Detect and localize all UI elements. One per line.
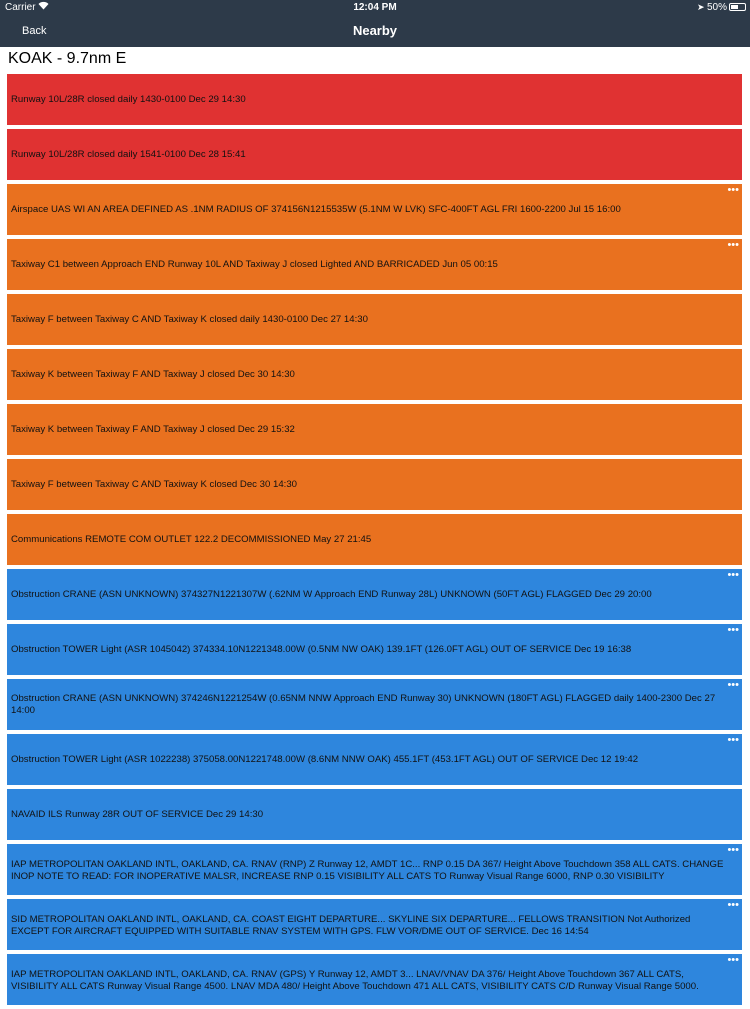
battery-percent: 50% [707, 2, 728, 13]
notam-text: NAVAID ILS Runway 28R OUT OF SERVICE Dec 29 14:30 [11, 808, 264, 820]
notam-list-item[interactable] [7, 789, 742, 840]
notam-text: Taxiway K between Taxiway F AND Taxiway J closed Dec 30 14:30 [11, 368, 295, 380]
notam-text: Airspace UAS WI AN AREA DEFINED AS .1NM RADIUS OF 374156N1215535W (5.1NM W LVK) SFC-400FT AGL FRI 1600-2200 Jul 15 16:00 [11, 203, 621, 215]
notam-list-item[interactable] [7, 349, 742, 400]
notam-list-item[interactable] [7, 624, 742, 675]
battery-icon [729, 3, 746, 11]
notam-text: Runway 10L/28R closed daily 1430-0100 Dec 29 14:30 [11, 93, 246, 105]
more-options-icon[interactable]: ••• [727, 624, 739, 636]
more-options-icon[interactable]: ••• [727, 899, 739, 911]
notam-list[interactable] [7, 74, 742, 1009]
notam-text: Obstruction TOWER Light (ASR 1045042) 374334.10N1221348.00W (0.5NM NW OAK) 139.1FT (126.0FT AGL) OUT OF SERVICE Dec 19 16:38 [11, 643, 632, 655]
page-title: Nearby [352, 23, 398, 38]
airport-header: KOAK - 9.7nm E [8, 50, 127, 67]
more-options-icon[interactable]: ••• [727, 954, 739, 966]
notam-list-item[interactable] [7, 239, 742, 290]
back-button[interactable]: Back [22, 25, 47, 37]
notam-list-item[interactable] [7, 899, 742, 950]
more-options-icon[interactable]: ••• [727, 239, 739, 251]
more-options-icon[interactable]: ••• [727, 569, 739, 581]
notam-list-item[interactable] [7, 844, 742, 895]
notam-list-item[interactable] [7, 459, 742, 510]
notam-text: Communications REMOTE COM OUTLET 122.2 DECOMMISSIONED May 27 21:45 [11, 533, 372, 545]
more-options-icon[interactable]: ••• [727, 679, 739, 691]
navigation-bar [0, 15, 750, 47]
notam-text: IAP METROPOLITAN OAKLAND INTL, OAKLAND, CA. RNAV (RNP) Z Runway 12, AMDT 1C... RNP 0.15 DA 367/ Height Above Touchdown 358 ALL CATS. CHANGE INOP NOTE TO READ: FOR INOPERATIVE MALSR, INCREASE RNP 0.15 VISIBILITY ALL CATS TO Runway Visual Range 6000, RNP 0.30 VISIBILITY [11, 859, 724, 882]
notam-list-item[interactable] [7, 569, 742, 620]
notam-text: Taxiway F between Taxiway C AND Taxiway K closed daily 1430-0100 Dec 27 14:30 [11, 313, 368, 325]
notam-text: Obstruction CRANE (ASN UNKNOWN) 374246N1221254W (0.65NM NNW Approach END Runway 30) UNKNOWN (180FT AGL) FLAGGED daily 1400-2300 Dec 27 14:00 [11, 692, 716, 716]
carrier-label: Carrier [5, 2, 36, 13]
notam-text: Obstruction TOWER Light (ASR 1022238) 375058.00N1221748.00W (8.6NM NNW OAK) 455.1FT (453.1FT AGL) OUT OF SERVICE Dec 12 19:42 [11, 753, 639, 765]
notam-list-item[interactable] [7, 679, 742, 730]
notam-list-item[interactable] [7, 129, 742, 180]
notam-list-item[interactable] [7, 514, 742, 565]
notam-text: Runway 10L/28R closed daily 1541-0100 Dec 28 15:41 [11, 148, 246, 160]
clock: 12:04 PM [353, 2, 397, 13]
notam-list-item[interactable] [7, 294, 742, 345]
more-options-icon[interactable]: ••• [727, 184, 739, 196]
location-arrow-icon: ➤ [697, 2, 705, 12]
notam-text: IAP METROPOLITAN OAKLAND INTL, OAKLAND, CA. RNAV (GPS) Y Runway 12, AMDT 3... LNAV/VNAV DA 376/ Height Above Touchdown 367 ALL CATS, VISIBILITY ALL CATS Runway Visual Range 4500. LNAV MDA 480/ Height Above Touchdown 471 ALL CATS, VISIBILITY CATS C/D Runway Visual Range 5000. [11, 969, 699, 992]
notam-text: Obstruction CRANE (ASN UNKNOWN) 374327N1221307W (.62NM W Approach END Runway 28L) UNKNOWN (50FT AGL) FLAGGED Dec 29 20:00 [11, 588, 652, 600]
more-options-icon[interactable]: ••• [727, 734, 739, 746]
notam-text: SID METROPOLITAN OAKLAND INTL, OAKLAND, CA. COAST EIGHT DEPARTURE... SKYLINE SIX DEPARTURE... FELLOWS TRANSITION Not Authorized EXCEPT FOR AIRCRAFT EQUIPPED WITH SUITABLE RNAV SYSTEM WITH GPS. FLW VOR/DME OUT OF SERVICE. Dec 16 14:54 [11, 914, 691, 937]
notam-text: Taxiway F between Taxiway C AND Taxiway K closed Dec 30 14:30 [11, 478, 297, 490]
notam-list-item[interactable] [7, 404, 742, 455]
more-options-icon[interactable]: ••• [727, 844, 739, 856]
notam-list-item[interactable] [7, 184, 742, 235]
notam-list-item[interactable] [7, 954, 742, 1005]
notam-text: Taxiway K between Taxiway F AND Taxiway J closed Dec 29 15:32 [11, 423, 295, 435]
status-bar [0, 0, 750, 15]
notam-text: Taxiway C1 between Approach END Runway 10L AND Taxiway J closed Lighted AND BARRICADED Jun 05 00:15 [11, 258, 498, 270]
notam-list-item[interactable] [7, 74, 742, 125]
notam-list-item[interactable] [7, 734, 742, 785]
